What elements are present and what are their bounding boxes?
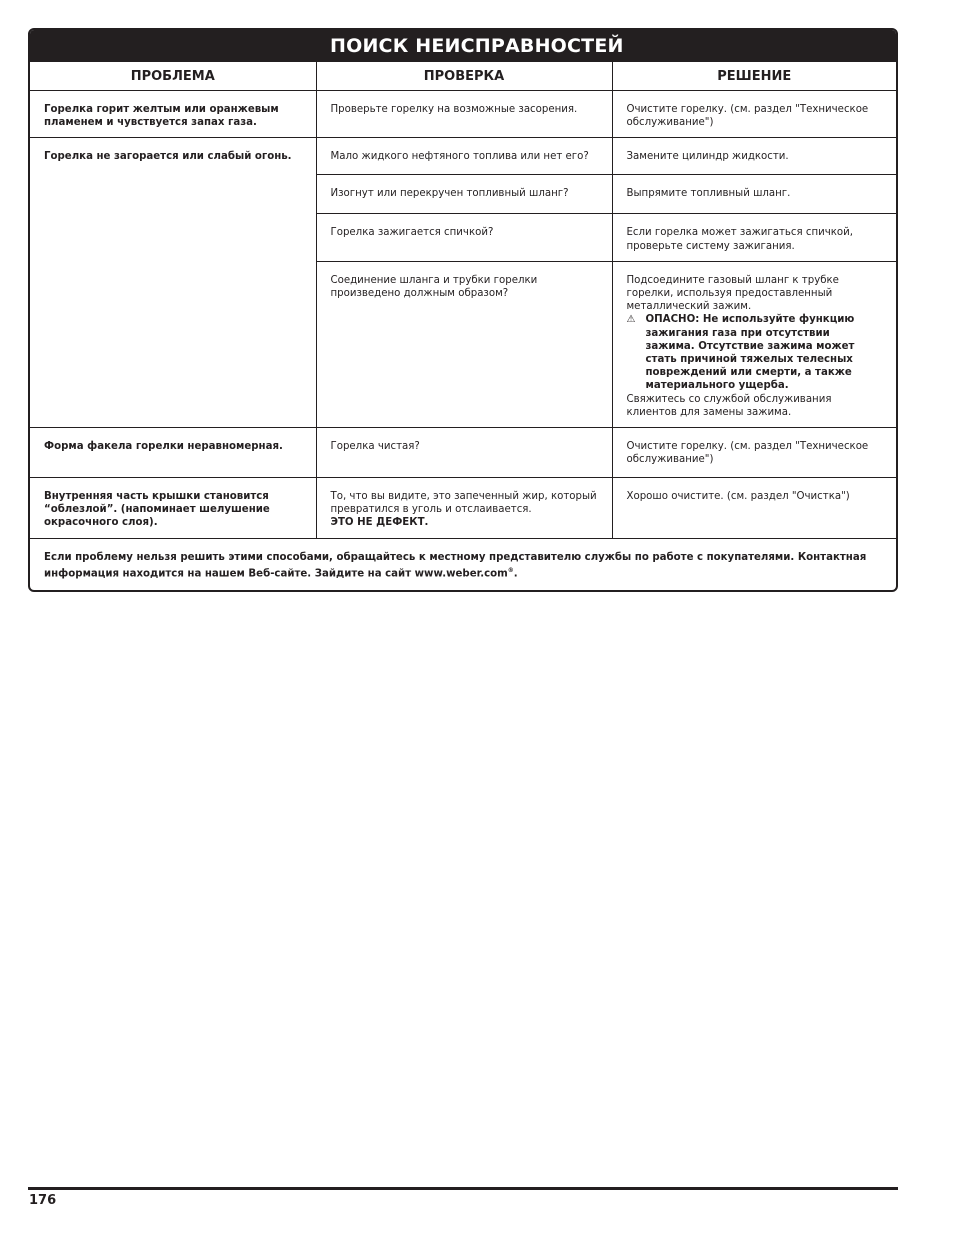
solution-cell: [612, 261, 896, 427]
note-row: [30, 538, 896, 590]
contact-note-text: Если проблему нельзя решить этими способами, обращайтесь к местному представителю службы по работе с покупателями. Контактная информация находится на нашем Веб-сайте. Зайдите на сайт www.weber.com: [44, 551, 867, 580]
check-cell: Изогнут или перекручен топливный шланг?: [316, 175, 612, 214]
solution-cell: Очистите горелку. (см. раздел "Техническое обслуживание"): [612, 428, 896, 478]
registered-mark: ®: [507, 566, 514, 574]
contact-note: [30, 538, 896, 590]
contact-note-end: .: [513, 568, 518, 580]
solution-intro: Подсоедините газовый шланг к трубке горелки, используя предоставленный металлический зажим.: [626, 274, 839, 313]
check-cell: Мало жидкого нефтяного топлива или нет его?: [316, 138, 612, 175]
troubleshooting-panel: [28, 28, 898, 592]
solution-cell: Очистите горелку. (см. раздел "Техническое обслуживание"): [612, 91, 896, 138]
problem-cell: Горелка горит желтым или оранжевым пламенем и чувствуется запах газа.: [30, 91, 316, 138]
troubleshooting-table: [30, 62, 896, 590]
danger-warning: [627, 313, 883, 392]
header-problem: ПРОБЛЕМА: [30, 62, 316, 91]
solution-cell: Хорошо очистите. (см. раздел "Очистка"): [612, 478, 896, 539]
problem-cell: Горелка не загорается или слабый огонь.: [30, 138, 316, 428]
check-cell: [316, 478, 612, 539]
table-row: [30, 428, 896, 478]
not-a-defect-label: ЭТО НЕ ДЕФЕКТ.: [330, 517, 429, 529]
table-row: [30, 91, 896, 138]
check-cell: Соединение шланга и трубки горелки произведено должным образом?: [316, 261, 612, 427]
warning-triangle-icon: ⚠: [626, 314, 636, 326]
table-row: [30, 478, 896, 539]
check-cell: Проверьте горелку на возможные засорения.: [316, 91, 612, 138]
problem-cell: Форма факела горелки неравномерная.: [30, 428, 316, 478]
solution-cell: Замените цилиндр жидкости.: [612, 138, 896, 175]
solution-outro: Свяжитесь со службой обслуживания клиентов для замены зажима.: [626, 393, 832, 418]
table-row: [30, 138, 896, 175]
header-row: [30, 62, 896, 91]
check-cell: Горелка чистая?: [316, 428, 612, 478]
solution-cell: Если горелка может зажигаться спичкой, проверьте систему зажигания.: [612, 214, 896, 261]
check-text: То, что вы видите, это запеченный жир, который превратился в уголь и отслаивается.: [330, 491, 597, 516]
footer-divider: [28, 1187, 898, 1190]
header-check: ПРОВЕРКА: [316, 62, 612, 91]
page-title: ПОИСК НЕИСПРАВНОСТЕЙ: [30, 30, 896, 62]
page-number: 176: [29, 1193, 57, 1208]
warning-text: ОПАСНО: Не используйте функцию зажигания газа при отсутствии зажима. Отсутствие зажима может стать причиной тяжелых телесных повреждений или смерти, а также материального ущерба.: [645, 314, 855, 392]
problem-cell: Внутренняя часть крышки становится “облезлой”. (напоминает шелушение окрасочного слоя).: [30, 478, 316, 539]
check-cell: Горелка зажигается спичкой?: [316, 214, 612, 261]
solution-cell: Выпрямите топливный шланг.: [612, 175, 896, 214]
header-solution: РЕШЕНИЕ: [612, 62, 896, 91]
